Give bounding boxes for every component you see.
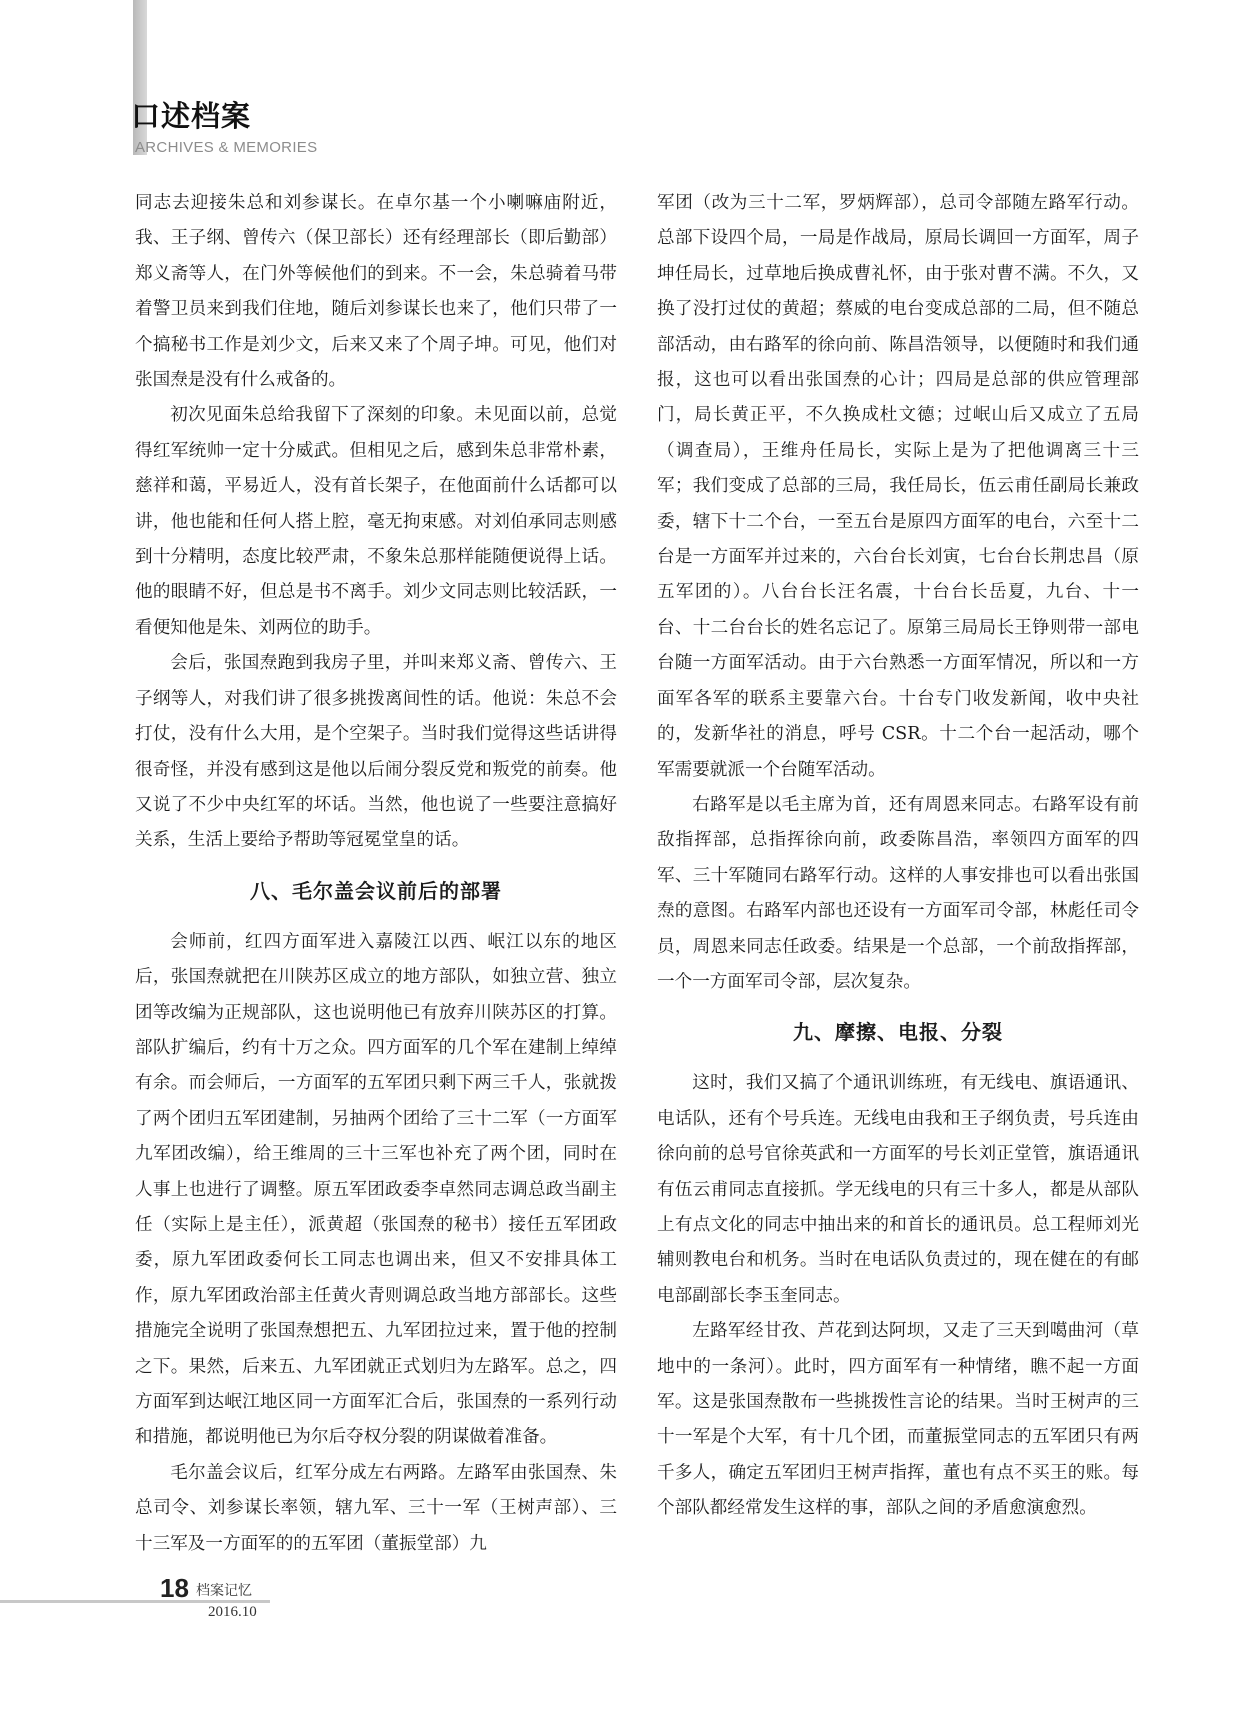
paragraph: 毛尔盖会议后，红军分成左右两路。左路军由张国焘、朱总司令、刘参谋长率领，辖九军、三十一军（王树声部）、三十三军及一方面军的的五军团（董振堂部）九 [135,1462,617,1554]
issue-date: 2016.10 [208,1604,257,1620]
paragraph: 右路军是以毛主席为首，还有周恩来同志。右路军设有前敌指挥部，总指挥徐向前，政委陈昌浩，率领四方面军的四军、三十军随同右路军行动。这样的人事安排也可以看出张国焘的意图。右路军内部也还设有一方面军司令部，林彪任司令员，周恩来同志任政委。结果是一个总部，一个前敌指挥部，一个一方面军司令部，层次复杂。 [657,794,1139,992]
footer-rule [0,1600,270,1603]
paragraph: 会师前，红四方面军进入嘉陵江以西、岷江以东的地区后，张国焘就把在川陕苏区成立的地方部队，如独立营、独立团等改编为正规部队，这也说明他已有放弃川陕苏区的打算。部队扩编后，约有十万之众。四方面军的几个军在建制上绰绰有余。而会师后，一方面军的五军团只剩下两三千人，张就拨了两个团归五军团建制，另抽两个团给了三十二军（一方面军九军团改编），给王维周的三十三军也补充了两个团，同时在人事上也进行了调整。原五军团政委李卓然同志调总政当副主任（实际上是主任），派黄超（张国焘的秘书）接任五军团政委，原九军团政委何长工同志也调出来，但又不安排具体工作，原九军团政治部主任黄火青则调总政当地方部部长。这些措施完全说明了张国焘想把五、九军团拉过来，置于他的控制之下。果然，后来五、九军团就正式划归为左路军。总之，四方面军到达岷江地区同一方面军汇合后，张国焘的一系列行动和措施，都说明他已为尔后夺权分裂的阴谋做着准备。 [135,931,617,1448]
section-subtitle: ARCHIVES & MEMORIES [135,139,318,156]
paragraph: 会后，张国焘跑到我房子里，并叫来郑义斋、曾传六、王子纲等人，对我们讲了很多挑拨离间性的话。他说：朱总不会打仗，没有什么大用，是个空架子。当时我们觉得这些话讲得很奇怪，并没有感到这是他以后闹分裂反党和叛党的前奏。他又说了不少中央红军的坏话。当然，他也说了一些要注意搞好关系，生活上要给予帮助等冠冕堂皇的话。 [135,653,617,851]
paragraph: 初次见面朱总给我留下了深刻的印象。未见面以前，总觉得红军统帅一定十分威武。但相见之后，感到朱总非常朴素，慈祥和蔼，平易近人，没有首长架子，在他面前什么话都可以讲，他也能和任何人搭上腔，毫无拘束感。对刘伯承同志则感到十分精明，态度比较严肃，不象朱总那样能随便说得上话。他的眼睛不好，但总是书不离手。刘少文同志则比较活跃，一看便知他是朱、刘两位的助手。 [135,405,617,638]
right-column [657,186,1139,1527]
section-title: 口述档案 [131,99,252,133]
paragraph: 同志去迎接朱总和刘参谋长。在卓尔基一个小喇嘛庙附近，我、王子纲、曾传六（保卫部长）还有经理部长（即后勤部）郑义斋等人，在门外等候他们的到来。不一会，朱总骑着马带着警卫员来到我们住地，随后刘参谋长也来了，他们只带了一个搞秘书工作是刘少文，后来又来了个周子坤。可见，他们对张国焘是没有什么戒备的。 [135,193,617,391]
section-heading: 八、毛尔盖会议前后的部署 [250,878,502,903]
paragraph: 左路军经甘孜、芦花到达阿坝，又走了三天到噶曲河（草地中的一条河）。此时，四方面军有一种情绪，瞧不起一方面军。这是张国焘散布一些挑拨性言论的结果。当时王树声的三十一军是个大军，有十几个团，而董振堂同志的五军团只有两千多人，确定五军团归王树声指挥，董也有点不买王的账。每个部队都经常发生这样的事，部队之间的矛盾愈演愈烈。 [657,1321,1139,1519]
left-column [135,186,617,1562]
page-number: 18 [160,1573,189,1603]
section-heading: 九、摩擦、电报、分裂 [793,1020,1003,1045]
magazine-name: 档案记忆 [196,1583,252,1599]
paragraph: 军团（改为三十二军，罗炳辉部），总司令部随左路军行动。总部下设四个局，一局是作战局，原局长调回一方面军，周子坤任局长，过草地后换成曹礼怀，由于张对曹不满。不久，又换了没打过仗的黄超；蔡威的电台变成总部的二局，但不随总部活动，由右路军的徐向前、陈昌浩领导，以便随时和我们通报，这也可以看出张国焘的心计；四局是总部的供应管理部门，局长黄正平，不久换成杜文德；过岷山后又成立了五局（调查局），王维舟任局长，实际上是为了把他调离三十三军；我们变成了总部的三局，我任局长，伍云甫任副局长兼政委，辖下十二个台，一至五台是原四方面军的电台，六至十二台是一方面军并过来的，六台台长刘寅，七台台长荆忠昌（原五军团的）。八台台长汪名震，十台台长岳夏，九台、十一台、十二台台长的姓名忘记了。原第三局局长王铮则带一部电台随一方面军活动。由于六台熟悉一方面军情况，所以和一方面军各军的联系主要靠六台。十台专门收发新闻，收中央社的，发新华社的消息，呼号 CSR。十二个台一起活动，哪个军需要就派一个台随军活动。 [657,193,1139,780]
paragraph: 这时，我们又搞了个通讯训练班，有无线电、旗语通讯、电话队，还有个号兵连。无线电由我和王子纲负责，号兵连由徐向前的总号官徐英武和一方面军的号长刘正堂管，旗语通讯有伍云甫同志直接抓。学无线电的只有三十多人，都是从部队上有点文化的同志中抽出来的和首长的通讯员。总工程师刘光辅则教电台和机务。当时在电话队负责过的，现在健在的有邮电部副部长李玉奎同志。 [657,1073,1139,1306]
